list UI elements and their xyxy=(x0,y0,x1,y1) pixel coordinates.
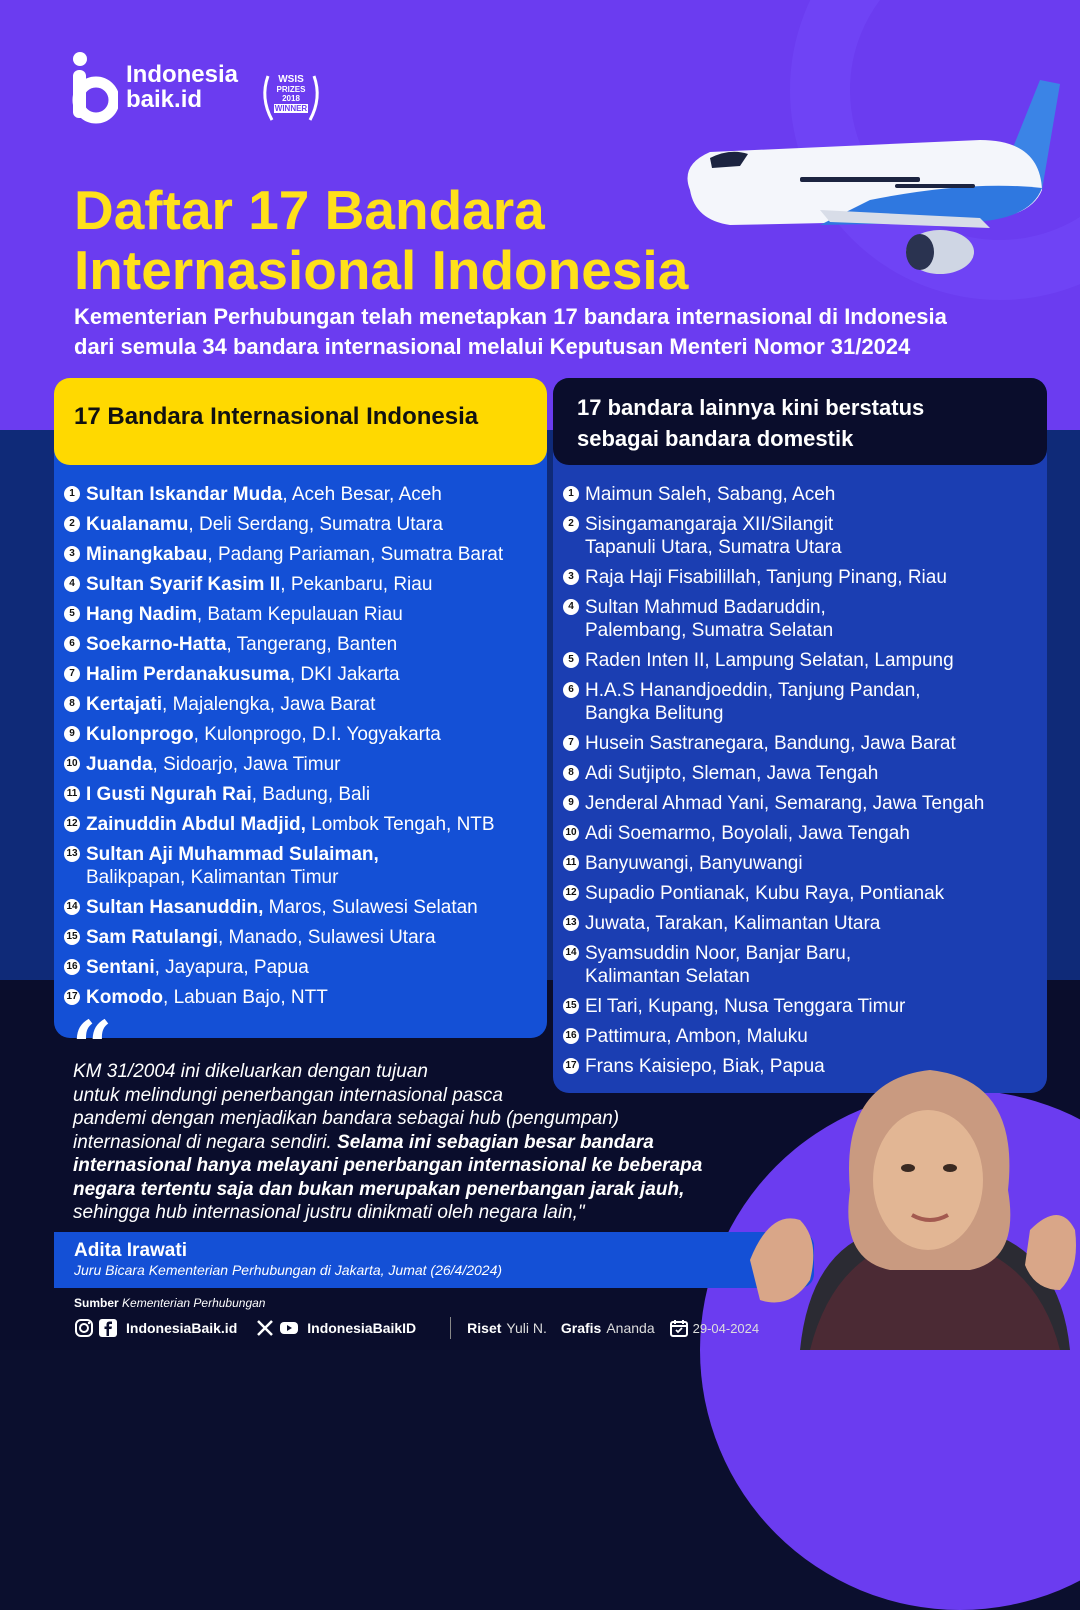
airport-location: , Majalengka, Jawa Barat xyxy=(162,694,376,715)
domestic-heading-line-2: sebagai bandara domestik xyxy=(577,426,854,451)
list-item xyxy=(64,843,544,889)
airport-text: Sultan Mahmud Badaruddin, xyxy=(585,597,826,618)
number-badge: 16 xyxy=(563,1028,579,1044)
list-item xyxy=(64,986,544,1009)
number-badge: 5 xyxy=(64,606,80,622)
list-item xyxy=(64,926,544,949)
airport-text: Juwata, Tarakan, Kalimantan Utara xyxy=(585,913,881,934)
list-item xyxy=(563,822,1043,845)
list-item xyxy=(64,693,544,716)
domestic-heading-line-1: 17 bandara lainnya kini berstatus xyxy=(577,395,925,420)
airport-text: Banyuwangi, Banyuwangi xyxy=(585,853,803,874)
grafis-label: Grafis xyxy=(560,1320,602,1336)
domestic-panel-heading xyxy=(553,378,1047,465)
number-badge: 4 xyxy=(64,576,80,592)
airport-name: Kualanamu xyxy=(86,514,189,535)
airport-text: Sisingamangaraja XII/Silangit xyxy=(585,514,834,535)
airport-name: Sam Ratulangi xyxy=(86,927,218,948)
airport-text-cont: Palembang, Sumatra Selatan xyxy=(585,620,834,641)
title-line-1: Daftar 17 Bandara xyxy=(74,179,545,241)
airport-name: Soekarno-Hatta xyxy=(86,634,227,655)
airport-name: Sultan Hasanuddin, xyxy=(86,897,264,918)
number-badge: 17 xyxy=(64,989,80,1005)
brand-line1: Indonesia xyxy=(126,61,239,88)
brand-line2: baik.id xyxy=(126,86,203,113)
airport-location: , Tangerang, Banten xyxy=(226,634,398,655)
number-badge: 8 xyxy=(64,696,80,712)
list-item xyxy=(64,813,544,836)
list-item xyxy=(563,649,1043,672)
international-airport-list xyxy=(64,483,544,1016)
source-value: Kementerian Perhubungan xyxy=(122,1296,266,1310)
speaker-photo xyxy=(740,1040,1080,1350)
number-badge: 15 xyxy=(64,929,80,945)
airport-name: I Gusti Ngurah Rai xyxy=(86,784,252,805)
airport-name: Sentani xyxy=(86,957,155,978)
airport-location: , Sidoarjo, Jawa Timur xyxy=(152,754,341,775)
grafis-value: Ananda xyxy=(606,1320,655,1336)
wsis-badge xyxy=(258,68,324,130)
airport-location: , Batam Kepulauan Riau xyxy=(196,604,403,625)
airport-text: Maimun Saleh, Sabang, Aceh xyxy=(585,484,836,505)
footer-divider xyxy=(450,1317,451,1339)
airport-name: Sultan Syarif Kasim II xyxy=(86,574,281,595)
international-panel-heading: 17 Bandara Internasional Indonesia xyxy=(54,378,547,465)
list-item xyxy=(563,732,1043,755)
number-badge: 16 xyxy=(64,959,80,975)
domestic-airport-list xyxy=(563,483,1043,1085)
list-item xyxy=(563,852,1043,875)
number-badge: 7 xyxy=(64,666,80,682)
quote-line: sehingga hub internasional justru dinikmati oleh negara lain," xyxy=(73,1202,585,1223)
airport-name: Minangkabau xyxy=(86,544,208,565)
list-item xyxy=(64,956,544,979)
list-item xyxy=(64,723,544,746)
calendar-icon xyxy=(669,1318,689,1338)
number-badge: 3 xyxy=(64,546,80,562)
list-item xyxy=(64,896,544,919)
social-handle-2[interactable]: IndonesiaBaikID xyxy=(307,1320,417,1336)
source-line xyxy=(74,1296,265,1310)
subtitle-line-2: dari semula 34 bandara internasional melalui Keputusan Menteri Nomor 31/2024 xyxy=(74,334,911,359)
quote-line-emphasis: internasional hanya melayani penerbangan internasional ke beberapa xyxy=(73,1155,703,1176)
number-badge: 9 xyxy=(64,726,80,742)
airport-name: Sultan Aji Muhammad Sulaiman, xyxy=(86,844,379,865)
number-badge: 13 xyxy=(64,846,80,862)
airport-location: Balikpapan, Kalimantan Timur xyxy=(86,867,339,888)
source-label: Sumber xyxy=(74,1296,119,1310)
number-badge: 11 xyxy=(563,855,579,871)
number-badge: 15 xyxy=(563,998,579,1014)
list-item xyxy=(563,513,1043,559)
quote-mark-icon: “ xyxy=(72,1005,113,1088)
number-badge: 10 xyxy=(563,825,579,841)
airport-location: , Labuan Bajo, NTT xyxy=(163,987,328,1008)
youtube-icon[interactable] xyxy=(279,1318,299,1338)
list-item xyxy=(563,679,1043,725)
airport-location: , Badung, Bali xyxy=(251,784,371,805)
number-badge: 14 xyxy=(64,899,80,915)
list-item xyxy=(64,483,544,506)
airport-name: Juanda xyxy=(86,754,153,775)
number-badge: 4 xyxy=(563,599,579,615)
airport-location: , Padang Pariaman, Sumatra Barat xyxy=(207,544,504,565)
number-badge: 6 xyxy=(64,636,80,652)
list-item xyxy=(563,792,1043,815)
airplane-illustration xyxy=(670,70,1060,290)
number-badge: 10 xyxy=(64,756,80,772)
social-handle-1[interactable]: IndonesiaBaik.id xyxy=(126,1320,238,1336)
indonesiabaik-logo-icon xyxy=(72,50,118,124)
airport-name: Hang Nadim xyxy=(86,604,197,625)
badge-line-1: WSIS xyxy=(278,74,304,85)
airport-name: Komodo xyxy=(86,987,164,1008)
list-item xyxy=(563,483,1043,506)
airport-name: Halim Perdanakusuma xyxy=(86,664,290,685)
airport-text: Frans Kaisiepo, Biak, Papua xyxy=(585,1056,825,1077)
number-badge: 1 xyxy=(64,486,80,502)
badge-line-2: PRIZES xyxy=(276,85,306,94)
number-badge: 13 xyxy=(563,915,579,931)
airport-text: Syamsuddin Noor, Banjar Baru, xyxy=(585,943,852,964)
number-badge: 17 xyxy=(563,1058,579,1074)
airport-text: Raja Haji Fisabilillah, Tanjung Pinang, Riau xyxy=(585,567,947,588)
quote-line: pandemi dengan menjadikan bandara sebagai hub (pengumpan) xyxy=(73,1108,620,1129)
list-item xyxy=(64,633,544,656)
subtitle-line-1: Kementerian Perhubungan telah menetapkan 17 bandara internasional di Indonesia xyxy=(74,304,947,329)
airport-location: Lombok Tengah, NTB xyxy=(305,814,495,835)
title-line-2: Internasional Indonesia xyxy=(74,239,689,301)
airport-location: Maros, Sulawesi Selatan xyxy=(263,897,478,918)
number-badge: 14 xyxy=(563,945,579,961)
list-item xyxy=(563,912,1043,935)
quote-line-emphasis: Selama ini sebagian besar bandara xyxy=(337,1131,654,1153)
airport-text: Jenderal Ahmad Yani, Semarang, Jawa Tengah xyxy=(585,793,985,814)
list-item xyxy=(563,762,1043,785)
quote-line-emphasis: negara tertentu saja dan bukan merupakan penerbangan jarak jauh, xyxy=(73,1178,685,1200)
list-item xyxy=(563,566,1043,589)
x-icon[interactable] xyxy=(255,1318,275,1338)
page-subtitle xyxy=(74,302,1014,362)
airport-location: , Aceh Besar, Aceh xyxy=(282,484,442,505)
quote-line: KM 31/2004 ini dikeluarkan dengan tujuan xyxy=(73,1061,428,1082)
number-badge: 3 xyxy=(563,569,579,585)
airport-location: , Manado, Sulawesi Utara xyxy=(217,927,436,948)
page-title xyxy=(74,180,688,300)
facebook-icon[interactable] xyxy=(98,1318,118,1338)
list-item xyxy=(563,596,1043,642)
badge-line-4: WINNER xyxy=(274,104,308,113)
number-badge: 12 xyxy=(563,885,579,901)
number-badge: 11 xyxy=(64,786,80,802)
airport-location: , DKI Jakarta xyxy=(289,664,400,685)
number-badge: 1 xyxy=(563,486,579,502)
riset-value: Yuli N. xyxy=(506,1320,547,1336)
airport-location: , Deli Serdang, Sumatra Utara xyxy=(188,514,443,535)
airport-text: Raden Inten II, Lampung Selatan, Lampung xyxy=(585,650,954,671)
brand-logo xyxy=(72,50,238,124)
airport-text-cont: Tapanuli Utara, Sumatra Utara xyxy=(585,537,842,558)
airport-text: Pattimura, Ambon, Maluku xyxy=(585,1026,808,1047)
number-badge: 7 xyxy=(563,735,579,751)
number-badge: 8 xyxy=(563,765,579,781)
airport-name: Sultan Iskandar Muda xyxy=(86,484,283,505)
instagram-icon[interactable] xyxy=(74,1318,94,1338)
airport-text-cont: Bangka Belitung xyxy=(585,703,724,724)
speaker-name: Adita Irawati xyxy=(74,1240,187,1261)
airport-location: , Pekanbaru, Riau xyxy=(280,574,433,595)
list-item xyxy=(64,573,544,596)
airport-name: Kulonprogo xyxy=(86,724,194,745)
publish-date: 29-04-2024 xyxy=(692,1320,760,1336)
quote-line: internasional di negara sendiri. xyxy=(73,1131,338,1153)
number-badge: 2 xyxy=(563,516,579,532)
airport-text: Adi Sutjipto, Sleman, Jawa Tengah xyxy=(585,763,879,784)
airport-text-cont: Kalimantan Selatan xyxy=(585,966,750,987)
list-item xyxy=(64,513,544,536)
brand-name xyxy=(126,62,238,112)
number-badge: 12 xyxy=(64,816,80,832)
quote-text xyxy=(73,1060,733,1225)
list-item xyxy=(563,882,1043,905)
list-item xyxy=(64,543,544,566)
airport-text: Adi Soemarmo, Boyolali, Jawa Tengah xyxy=(585,823,910,844)
list-item xyxy=(64,753,544,776)
list-item xyxy=(563,942,1043,988)
airport-location: , Kulonprogo, D.I. Yogyakarta xyxy=(193,724,441,745)
list-item xyxy=(64,783,544,806)
airport-text: Supadio Pontianak, Kubu Raya, Pontianak xyxy=(585,883,945,904)
airport-name: Zainuddin Abdul Madjid, xyxy=(86,814,306,835)
number-badge: 6 xyxy=(563,682,579,698)
number-badge: 5 xyxy=(563,652,579,668)
badge-line-3: 2018 xyxy=(282,94,300,103)
riset-label: Riset xyxy=(467,1320,502,1336)
airport-text: H.A.S Hanandjoeddin, Tanjung Pandan, xyxy=(585,680,921,701)
list-item xyxy=(563,995,1043,1018)
number-badge: 2 xyxy=(64,516,80,532)
airport-location: , Jayapura, Papua xyxy=(154,957,309,978)
list-item xyxy=(64,603,544,626)
footer-bar xyxy=(74,1314,773,1342)
airport-text: Husein Sastranegara, Bandung, Jawa Barat xyxy=(585,733,956,754)
number-badge: 9 xyxy=(563,795,579,811)
list-item xyxy=(64,663,544,686)
quote-line: untuk melindungi penerbangan internasional pasca xyxy=(73,1084,503,1106)
airport-text: El Tari, Kupang, Nusa Tenggara Timur xyxy=(585,996,906,1017)
airport-name: Kertajati xyxy=(86,694,163,715)
speaker-role: Juru Bicara Kementerian Perhubungan di Jakarta, Jumat (26/4/2024) xyxy=(74,1262,503,1278)
